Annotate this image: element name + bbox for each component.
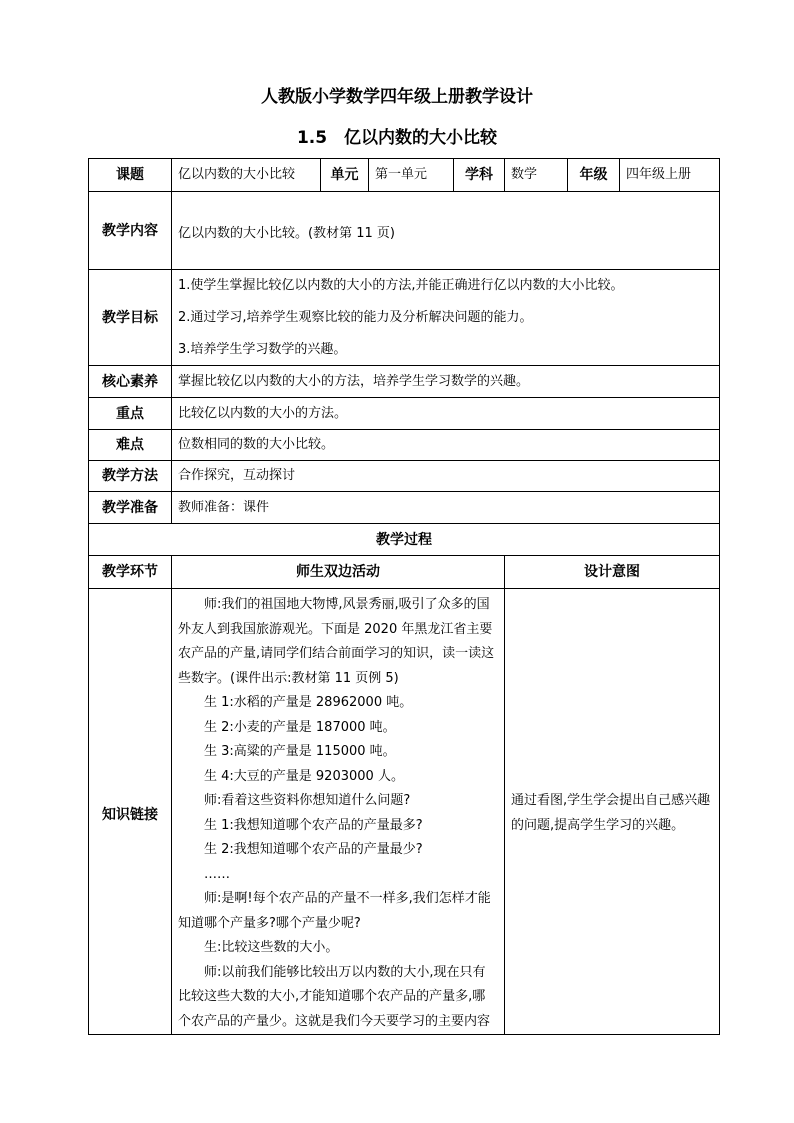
content-label: 教学内容 bbox=[89, 192, 172, 270]
activity-line: 生 2:小麦的产量是 187000 吨。 bbox=[204, 719, 396, 735]
preparation-label: 教学准备 bbox=[89, 492, 172, 524]
goal-item: 1.使学生掌握比较亿以内数的大小的方法,并能正确进行亿以内数的大小比较。 bbox=[178, 277, 624, 293]
intent-column-header: 设计意图 bbox=[505, 556, 720, 589]
difficulty-value: 位数相同的数的大小比较。 bbox=[172, 430, 720, 461]
stage-column-header: 教学环节 bbox=[89, 556, 172, 589]
activity-line: 生 2:我想知道哪个农产品的产量最少? bbox=[204, 842, 423, 857]
key-point-value: 比较亿以内数的大小的方法。 bbox=[172, 398, 720, 430]
activity-line: …… bbox=[204, 866, 230, 882]
grade-label: 年级 bbox=[568, 159, 620, 192]
unit-value: 第一单元 bbox=[369, 159, 454, 192]
activity-line: 生:比较这些数的大小。 bbox=[204, 940, 339, 955]
method-row bbox=[89, 461, 720, 492]
method-label: 教学方法 bbox=[89, 461, 172, 492]
activity-content bbox=[172, 589, 505, 1035]
activity-line: 师:看着这些资料你想知道什么问题? bbox=[204, 793, 411, 808]
goals-row bbox=[89, 270, 720, 366]
topic-value: 亿以内数的大小比较 bbox=[172, 159, 321, 192]
core-value: 掌握比较亿以内数的大小的方法，培养学生学习数学的兴趣。 bbox=[172, 366, 720, 398]
grade-value: 四年级上册 bbox=[620, 159, 720, 192]
process-header-row bbox=[89, 524, 720, 556]
activity-line: 师:是啊!每个农产品的产量不一样多,我们怎样才能知道哪个产量多?哪个产量少呢? bbox=[178, 891, 491, 931]
subject-label: 学科 bbox=[454, 159, 505, 192]
activity-line: 生 1:水稻的产量是 28962000 吨。 bbox=[204, 695, 413, 710]
core-label: 核心素养 bbox=[89, 366, 172, 398]
activity-column-header: 师生双边活动 bbox=[172, 556, 505, 589]
difficulty-label: 难点 bbox=[89, 430, 172, 461]
document-title: 人教版小学数学四年级上册教学设计 bbox=[261, 87, 533, 107]
content-value: 亿以内数的大小比较。(教材第 11 页) bbox=[172, 192, 720, 270]
process-columns-row bbox=[89, 556, 720, 589]
activity-line: 生 3:高粱的产量是 115000 吨。 bbox=[204, 744, 396, 759]
activity-line: 生 4:大豆的产量是 9203000 人。 bbox=[204, 768, 404, 784]
content-row bbox=[89, 192, 720, 270]
preparation-row bbox=[89, 492, 720, 524]
key-point-label: 重点 bbox=[89, 398, 172, 430]
subject-value: 数学 bbox=[505, 159, 568, 192]
topic-label: 课题 bbox=[89, 159, 172, 192]
lesson-plan-table bbox=[88, 158, 720, 1035]
intent-content: 通过看图,学生学会提出自己感兴趣的问题,提高学生学习的兴趣。 bbox=[505, 589, 720, 1035]
stage-row bbox=[89, 589, 720, 1035]
activity-line: 生 1:我想知道哪个农产品的产量最多? bbox=[204, 817, 423, 833]
activity-line: 师:以前我们能够比较出万以内数的大小,现在只有比较这些大数的大小,才能知道哪个农产品的产量多,哪个农产品的产量少。这就是我们今天要学习的主要内容 bbox=[178, 964, 491, 1029]
core-row bbox=[89, 366, 720, 398]
difficulty-row bbox=[89, 430, 720, 461]
method-value: 合作探究，互动探讨 bbox=[172, 461, 720, 492]
stage-name: 知识链接 bbox=[89, 589, 172, 1035]
goal-item: 3.培养学生学习数学的兴趣。 bbox=[178, 341, 347, 357]
info-row bbox=[89, 159, 720, 192]
key-point-row bbox=[89, 398, 720, 430]
unit-label: 单元 bbox=[321, 159, 369, 192]
preparation-value: 教师准备：课件 bbox=[172, 492, 720, 524]
activity-line: 师:我们的祖国地大物博,风景秀丽,吸引了众多的国外友人到我国旅游观光。下面是 2020 年黑龙江省主要农产品的产量,请同学们结合前面学习的知识，读一读这些数字。(课件出示:教材第 11 页例 5) bbox=[178, 597, 495, 686]
goal-item: 2.通过学习,培养学生观察比较的能力及分析解决问题的能力。 bbox=[178, 309, 533, 325]
goals-list bbox=[172, 270, 720, 366]
lesson-title: 1.5 亿以内数的大小比较 bbox=[296, 128, 498, 148]
process-header: 教学过程 bbox=[89, 524, 720, 556]
goals-label: 教学目标 bbox=[89, 270, 172, 366]
